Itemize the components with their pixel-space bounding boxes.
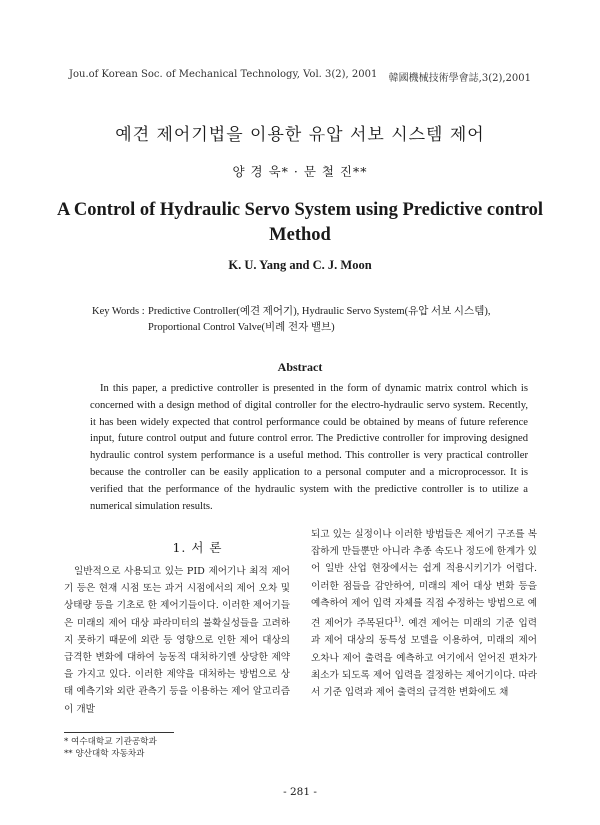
footnotes [64, 736, 284, 760]
keywords-line1 [92, 304, 532, 320]
keywords-first-line: Predictive Controller(예견 제어기), Hydraulic Servo System(유압 서보 시스템), [148, 306, 491, 317]
keywords-second-line: Proportional Control Valve(비례 전자 밸브) [148, 322, 335, 333]
english-title: A Control of Hydraulic Servo System using Predictive control Method [56, 200, 544, 245]
keywords-block [92, 304, 532, 336]
korean-authors: 양 경 욱* · 문 철 진** [232, 164, 368, 179]
abstract-text: In this paper, a predictive controller is presented in the form of dynamic matrix control which is concerned with a design method of digital controller for the electro-hydraulic servo system. Recently, it has been widely expected that control performance could be obtained by means of future reference input, future control output and future control error. The Predictive controller for improving designed hydraulic control system performance is a useful method. This controller is very practical controller because the controller can be easily application to a personal computer and a microprocessor. It is verified that the performance of the hydraulic system with the predictive controller is to utilize a numerical simulation results. [90, 383, 528, 512]
journal-header-left: Jou.of Korean Soc. of Mechanical Technology, Vol. 3(2), 2001 [69, 69, 378, 80]
english-authors: K. U. Yang and C. J. Moon [228, 258, 372, 272]
body-column-left [64, 563, 290, 718]
body-column-right [311, 526, 537, 701]
abstract-heading: Abstract [277, 360, 323, 374]
introduction-text-right-b: . 예견 제어는 미래의 기준 입력과 제어 대상의 동특성 모델을 이용하여, 미래의 제어 오차나 제어 출력을 예측하고 여기에서 얻어진 편차가 최소가 되도록 제어 입력을 결정하는 제어기이다. 따라서 기준 입력과 제어 출력의 급격한 변화에도 채 [311, 618, 537, 699]
abstract-body [90, 381, 528, 515]
section-heading-introduction: 1. 서 론 [172, 540, 223, 555]
citation-superscript: 1) [393, 616, 402, 625]
page-number: - 281 - [283, 786, 317, 798]
keywords-label: Key Words : [92, 306, 145, 317]
footnote-divider [64, 732, 174, 733]
korean-title: 예견 제어기법을 이용한 유압 서보 시스템 제어 [115, 125, 485, 145]
footnote-item: ** 양산대학 자동차과 [64, 749, 145, 759]
introduction-text-right-a: 되고 있는 실정이나 이러한 방법들은 제어기 구조를 복잡하게 만들뿐만 아니라 추종 속도나 정도에 한계가 있어 일반 산업 현장에서는 쉽게 적용시키기가 어렵다. 이러한 점들을 감안하여, 미래의 제어 대상 변화 등을 예측하여 제어 입력 자체를 직접 수정하는 방법으로 예견 제어가 주목된다 [311, 529, 537, 630]
introduction-paragraph-left: 일반적으로 사용되고 있는 PID 제어기나 최적 제어기 등은 현재 시점 또는 과거 시점에서의 제어 오차 및 상태량 등을 기초로 한 제어기들이다. 이러한 제어기들은 미래의 제어 대상 파라미터의 불확실성들을 고려하지 못하기 때문에 외란 등 영향으로 인한 제어 대상의 급격한 변화에 대하여 능동적 대처하기엔 상당한 제약을 가지고 있다. 이러한 제약을 대처하는 방법으로 상태 예측기와 외란 관측기 등을 이용하는 제어 알고리즘이 개발 [64, 566, 290, 715]
footnote-item: * 여수대학교 기관공학과 [64, 737, 157, 747]
journal-header-right: 韓國機械技術學會誌,3(2),2001 [388, 73, 531, 84]
